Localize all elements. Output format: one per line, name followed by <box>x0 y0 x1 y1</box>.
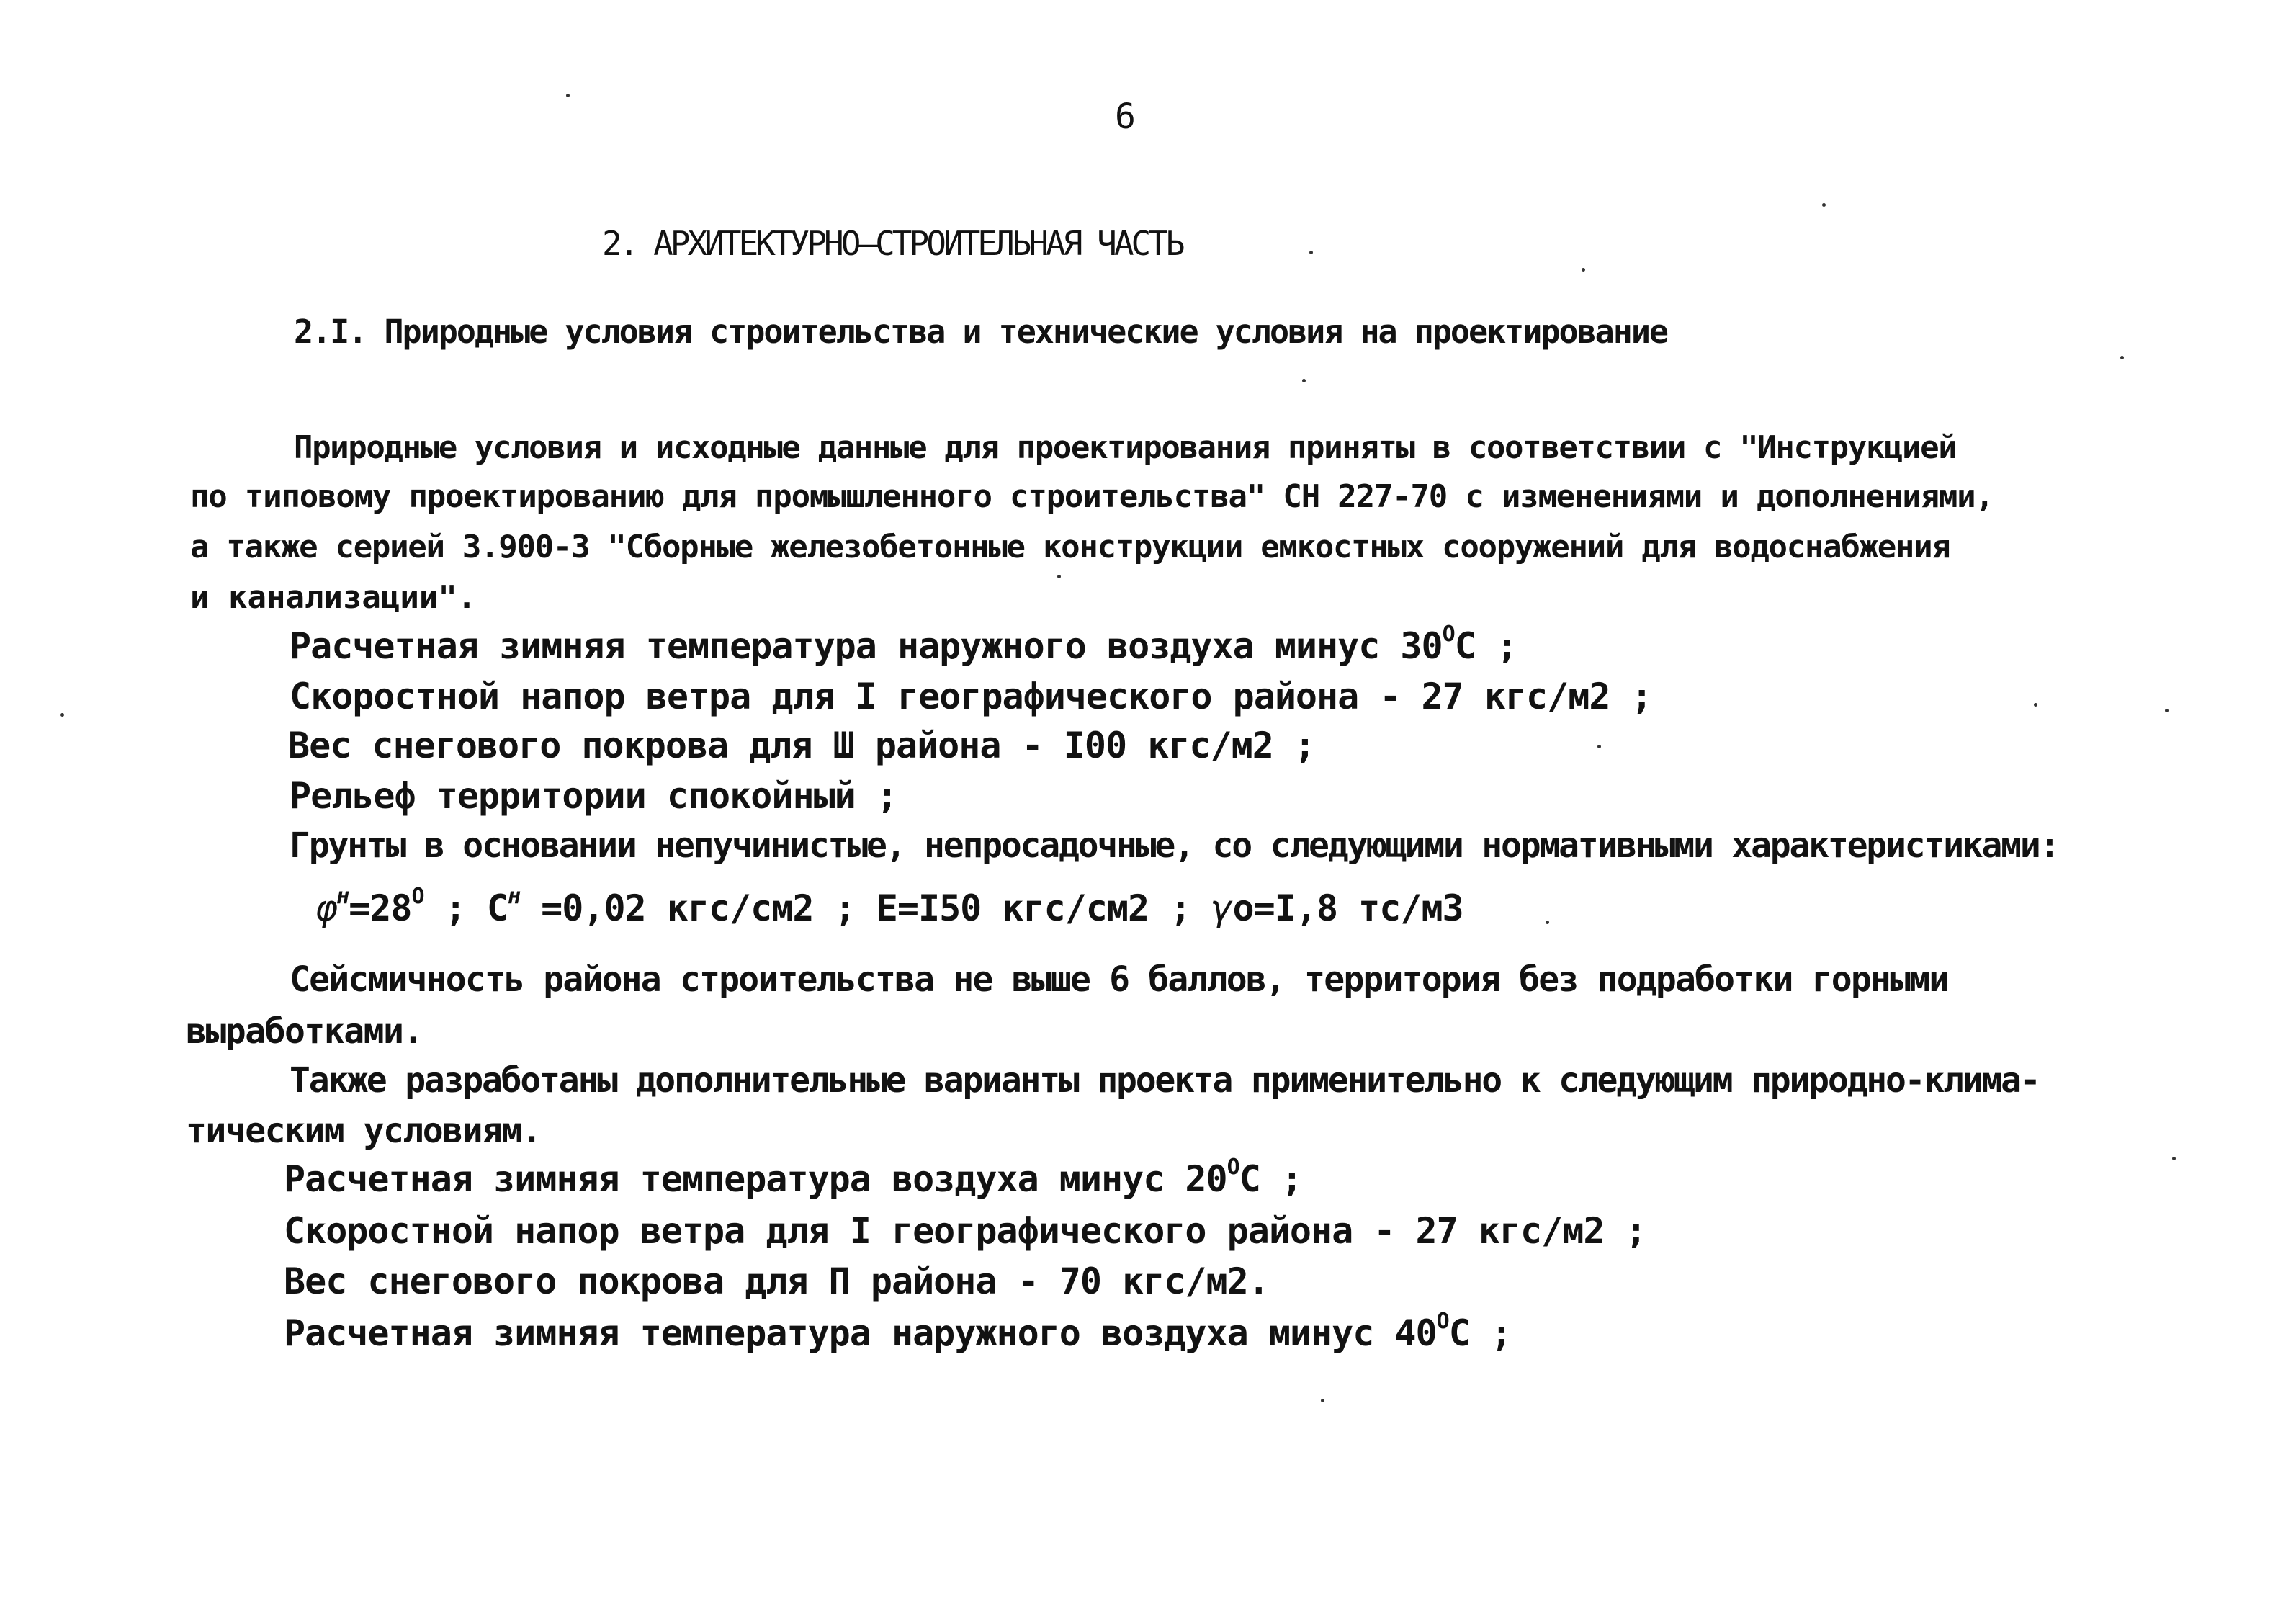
degree-sign: О <box>411 884 424 910</box>
variant-temperature-1-text: Расчетная зимняя температура воздуха минус 20 <box>284 1158 1227 1200</box>
scan-speck <box>1302 379 1306 382</box>
soil-parameters <box>315 884 1463 929</box>
condition-snow: Вес снегового покрова для Ш района - I00 кгс/м2 ; <box>288 725 1316 766</box>
subsection-title: 2.I. Природные условия строительства и технические условия на проектирование <box>294 313 1668 351</box>
condition-soil: Грунты в основании непучинистые, непросадочные, со следующими нормативными характеристиками: <box>290 825 2059 866</box>
variant-temperature-2-text: Расчетная зимняя температура наружного воздуха минус 40 <box>284 1312 1437 1354</box>
condition-temperature <box>290 622 1518 667</box>
c-label: ; C <box>423 887 508 929</box>
variant-temperature-1 <box>284 1155 1302 1200</box>
scan-speck <box>2172 1157 2176 1160</box>
degree-sign: О <box>1436 1309 1449 1335</box>
normative-superscript: н <box>507 884 521 910</box>
scan-speck <box>1057 575 1061 578</box>
phi-value: =28 <box>349 887 412 929</box>
intro-line-3: а также серией 3.900-3 "Сборные железобетонные конструкции емкостных сооружений для водоснабжения <box>190 529 1950 565</box>
variants-line-2: тическим условиям. <box>186 1111 542 1151</box>
scan-speck <box>2034 703 2037 707</box>
scan-speck <box>60 713 64 717</box>
variant-temperature-1-unit: С ; <box>1239 1158 1302 1200</box>
intro-line-4: и канализации". <box>190 579 477 616</box>
page-number: 6 <box>1115 97 1136 137</box>
scan-speck <box>1546 921 1549 924</box>
condition-relief: Рельеф территории спокойный ; <box>290 775 897 817</box>
variants-line-1: Также разработаны дополнительные варианты проекта применительно к следующим природно-клима- <box>290 1060 2040 1101</box>
condition-temperature-unit: С ; <box>1454 625 1518 667</box>
scan-speck <box>566 94 570 97</box>
scan-speck <box>1321 1399 1324 1402</box>
scan-speck <box>1822 203 1826 207</box>
scan-speck <box>2120 356 2124 359</box>
gamma-value: o=I,8 тс/м3 <box>1232 887 1463 929</box>
variant-temperature-2 <box>284 1309 1512 1354</box>
normative-superscript: н <box>336 884 349 910</box>
scan-speck <box>2165 709 2169 712</box>
condition-temperature-text: Расчетная зимняя температура наружного воздуха минус 30 <box>290 625 1443 667</box>
intro-line-1: Природные условия и исходные данные для проектирования приняты в соответствии с "Инструкцией <box>294 429 1957 466</box>
degree-sign: О <box>1442 622 1455 648</box>
degree-sign: О <box>1227 1155 1239 1181</box>
seismic-line-1: Сейсмичность района строительства не выше 6 баллов, территория без подработки горными <box>290 959 1949 1000</box>
scan-speck <box>1309 251 1313 254</box>
seismic-line-2: выработками. <box>186 1011 423 1052</box>
gamma-symbol: γ <box>1211 887 1233 929</box>
section-title: 2. АРХИТЕКТУРНО–СТРОИТЕЛЬНАЯ ЧАСТЬ <box>602 224 1183 263</box>
variant-snow: Вес снегового покрова для П района - 70 кгс/м2. <box>284 1260 1269 1302</box>
condition-wind: Скоростной напор ветра для I географического района - 27 кгс/м2 ; <box>290 676 1652 717</box>
phi-symbol: φ <box>315 887 337 929</box>
intro-line-2: по типовому проектированию для промышленного строительства" СН 227-70 с изменениями и дополнениями, <box>190 478 1994 515</box>
scan-speck <box>1597 745 1601 748</box>
scan-speck <box>1582 268 1585 272</box>
c-value: =0,02 кгс/см2 ; E=I50 кгс/см2 ; <box>520 887 1212 929</box>
variant-temperature-2-unit: С ; <box>1448 1312 1512 1354</box>
variant-wind: Скоростной напор ветра для I географического района - 27 кгс/м2 ; <box>284 1210 1646 1252</box>
